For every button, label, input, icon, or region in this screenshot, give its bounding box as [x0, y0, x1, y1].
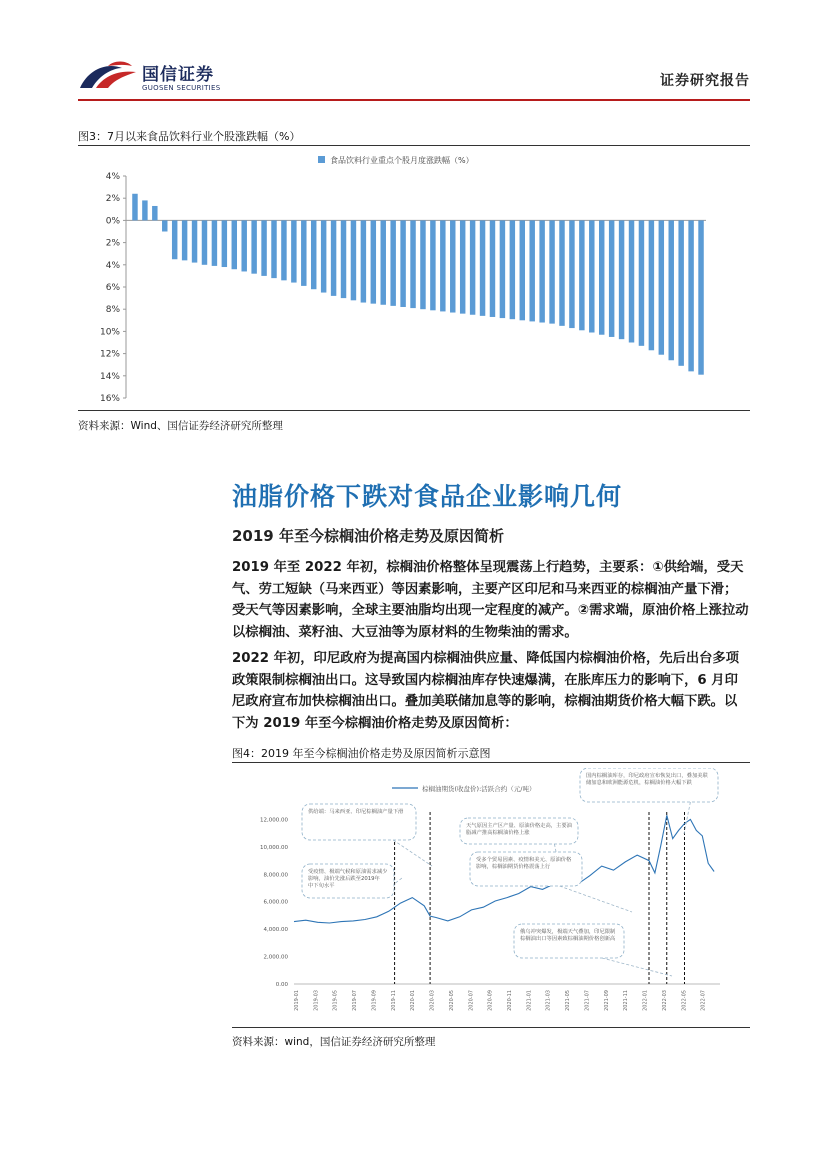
fig4-xtick-label: 2019-09 — [371, 990, 378, 1011]
fig3-bar — [400, 220, 405, 307]
fig3-bar — [371, 220, 376, 303]
fig3-bar — [381, 220, 386, 304]
fig3-ytick-label: 16% — [99, 394, 120, 404]
fig4-xtick-label: 2019-01 — [294, 990, 300, 1011]
fig4-xtick-label: 2021-09 — [603, 990, 610, 1011]
fig4-top-rule — [232, 762, 750, 763]
fig3-bar — [251, 220, 256, 273]
fig4-xtick-label: 2022-03 — [661, 990, 668, 1011]
report-type-label: 证券研究报告 — [660, 73, 750, 89]
fig4-annotation-text: 供给端：马来西亚、印尼棕榈油产量下滑 — [308, 809, 404, 815]
fig3-bar — [410, 220, 415, 308]
fig4-ytick-label: 10,000.00 — [260, 844, 288, 851]
fig3-bar — [192, 220, 197, 262]
fig3-bar — [539, 220, 544, 322]
fig3-bar — [182, 220, 187, 260]
paragraph-2: 2022 年初，印尼政府为提高国内棕榈油供应量、降低国内棕榈油价格，先后出台多项政策限制棕榈油出口。这导致国内棕榈油库存快速爆满，在胀库压力的影响下，6 月印尼政府宣布加快棕榈油出口。叠加美联储加息等的影响，棕榈油期货价格大幅下跌。以下为 2019 年至今棕榈油价格走势及原因简析： — [232, 651, 740, 731]
fig3-bar — [688, 220, 693, 371]
fig3-bar — [609, 220, 614, 337]
fig3-top-rule — [78, 145, 750, 146]
fig3-bar — [271, 220, 276, 278]
fig3-bar — [281, 220, 286, 280]
fig3-bar — [619, 220, 624, 339]
fig3-bar — [698, 220, 703, 374]
fig3-bar — [589, 220, 594, 332]
logo-english-name: GUOSEN SECURITIES — [142, 84, 221, 92]
fig3-legend-label: 食品饮料行业重点个股月度涨跌幅（%） — [330, 156, 474, 165]
fig4-ytick-label: 2,000.00 — [263, 954, 288, 961]
fig3-ytick-label: 10% — [99, 327, 120, 338]
section-title: 油脂价格下跌对食品企业影响几何 — [232, 482, 623, 511]
fig4-annotation-leader — [393, 840, 432, 866]
fig3-bar — [639, 220, 644, 345]
fig3-bar — [579, 220, 584, 330]
fig3-ytick-label: 4% — [105, 260, 120, 271]
fig3-bar — [152, 206, 157, 220]
fig3-bar — [460, 220, 465, 313]
fig4-xtick-label: 2022-05 — [681, 990, 688, 1011]
fig3-bar — [500, 220, 505, 318]
logo-chinese-name: 国信证券 — [142, 65, 214, 85]
fig3-bar — [202, 220, 207, 264]
fig3-bar — [430, 220, 435, 310]
fig4-title: 图4：2019 年至今棕榈油价格走势及原因简析示意图 — [232, 747, 491, 760]
fig4-annotation-text: 国内棕榈油库存，印尼政府宣布恢复出口，叠加美联储加息和欧洲能源危机，棕榈油价格大幅下跌 — [586, 773, 708, 786]
fig4-xtick-label: 2021-01 — [526, 990, 533, 1011]
fig3-svg — [78, 148, 750, 410]
fig3-ytick-label: 8% — [105, 305, 120, 316]
fig3-bar — [291, 220, 296, 282]
fig3-bar — [599, 220, 604, 334]
fig3-source: 资料来源：Wind、国信证券经济研究所整理 — [78, 420, 283, 432]
fig4-xtick-label: 2019-05 — [332, 990, 339, 1011]
fig3-bar — [629, 220, 634, 342]
fig3-bar — [162, 220, 167, 231]
fig3-bar — [490, 220, 495, 317]
fig4-xtick-label: 2021-05 — [565, 990, 572, 1011]
fig3-bar — [142, 200, 147, 220]
fig3-ytick-label: 6% — [105, 283, 120, 293]
fig4-ytick-label: 12,000.00 — [260, 817, 288, 824]
fig4-svg — [232, 768, 750, 1026]
fig4-legend-label: 棕榈油期货(收盘价):活跃合约（元/吨） — [422, 785, 536, 793]
fig3-bar — [390, 220, 395, 305]
fig3-bar — [549, 220, 554, 323]
fig4-xtick-label: 2021-07 — [584, 990, 591, 1011]
fig3-bar — [669, 220, 674, 360]
page-header — [78, 56, 750, 96]
fig3-bar — [470, 220, 475, 314]
fig3-bar — [212, 220, 217, 266]
fig4-xtick-label: 2020-03 — [429, 990, 436, 1011]
fig4-xtick-label: 2020-09 — [487, 990, 494, 1011]
fig4-xtick-label: 2022-01 — [642, 990, 649, 1011]
fig3-ytick-label: 2% — [105, 194, 120, 205]
fig3-title: 图3：7月以来食品饮料行业个股涨跌幅（%） — [78, 130, 301, 143]
fig4-xtick-label: 2020-07 — [468, 990, 475, 1011]
fig4-annotation-text: 受多个贸易因素、疫情和美元、原油价格影响，棕榈油期货价格震荡上行 — [476, 857, 572, 870]
fig3-bar — [241, 220, 246, 271]
section-subtitle: 2019 年至今棕榈油价格走势及原因简析 — [232, 527, 504, 545]
fig3-bar — [420, 220, 425, 309]
fig3-bar — [351, 220, 356, 300]
header-rule — [78, 99, 750, 101]
fig4-xtick-label: 2019-03 — [313, 990, 320, 1011]
fig3-ytick-label: 0% — [105, 216, 120, 227]
paragraph-1: 2019 年至 2022 年初，棕榈油价格整体呈现震荡上行趋势，主要系：①供给端，受天气、劳工短缺（马来西亚）等因素影响，主要产区印尼和马来西亚的棕榈油产量下滑；受天气等因素影响，全球主要油脂均出现一定程度的减产。②需求端，原油价格上涨拉动以棕榈油、菜籽油、大豆油等为原材料的生物柴油的需求。 — [232, 560, 749, 640]
fig3-bar — [559, 220, 564, 325]
fig3-bar — [361, 220, 366, 302]
fig3-bar — [321, 220, 326, 292]
fig3-bar — [232, 220, 237, 269]
fig4-ytick-label: 4,000.00 — [263, 927, 288, 934]
fig3-ytick-label: 2% — [105, 238, 120, 249]
fig4-annotation-leader — [560, 886, 632, 912]
fig3-bar — [301, 220, 306, 285]
fig3-bar — [132, 194, 137, 221]
fig3-bar — [569, 220, 574, 328]
fig3-bar — [450, 220, 455, 312]
fig3-ytick-label: 12% — [99, 349, 120, 360]
fig3-bar-chart — [78, 148, 750, 410]
fig3-bar — [510, 220, 515, 319]
fig4-ytick-label: 6,000.00 — [263, 899, 288, 906]
fig4-xtick-label: 2020-05 — [448, 990, 455, 1011]
fig4-bottom-rule — [232, 1027, 750, 1028]
fig4-xtick-label: 2020-11 — [507, 990, 513, 1011]
fig3-bar — [529, 220, 534, 321]
fig3-bar — [311, 220, 316, 289]
fig4-annotation-leader — [602, 958, 672, 976]
fig3-bar — [331, 220, 336, 295]
fig4-xtick-label: 2021-11 — [623, 990, 630, 1011]
fig3-ytick-label: 14% — [99, 371, 120, 382]
fig3-bar — [678, 220, 683, 365]
fig3-legend-swatch — [318, 156, 325, 163]
fig3-bar — [222, 220, 227, 267]
fig4-annotation-text: 受疫情、极端气候和原油需求减少影响，油价先涨后跌至2019年中下旬水平 — [308, 869, 388, 889]
fig3-bar — [520, 220, 525, 320]
fig4-ytick-label: 8,000.00 — [263, 872, 288, 879]
fig4-annotation-text: 天气原因主产区产量、原油价格走高，主要油脂减产推高棕榈油价格上涨 — [466, 823, 572, 836]
fig3-bar — [480, 220, 485, 315]
fig4-ytick-label: 0.00 — [275, 982, 288, 988]
fig3-bar — [649, 220, 654, 350]
fig4-xtick-label: 2019-07 — [352, 990, 359, 1011]
fig4-xtick-label: 2020-01 — [410, 990, 417, 1011]
fig3-bar — [341, 220, 346, 298]
fig4-xtick-label: 2022-07 — [700, 990, 707, 1011]
fig4-xtick-label: 2021-03 — [545, 990, 552, 1011]
fig3-bar — [172, 220, 177, 259]
fig3-bottom-rule — [78, 410, 750, 411]
guosen-logo-icon — [78, 58, 138, 92]
fig4-line-chart — [232, 768, 750, 1026]
fig3-ytick-label: 4% — [105, 172, 120, 182]
fig3-bar — [659, 220, 664, 354]
fig4-source: 资料来源：wind，国信证券经济研究所整理 — [232, 1036, 436, 1048]
fig4-xtick-label: 2019-11 — [390, 990, 397, 1011]
fig3-bar — [440, 220, 445, 311]
fig3-bar — [261, 220, 266, 276]
fig4-annotation-text: 俄乌冲突爆发，极端天气叠加，印尼限制棕榈油出口等因素致棕榈油期价格创新高 — [520, 929, 616, 942]
